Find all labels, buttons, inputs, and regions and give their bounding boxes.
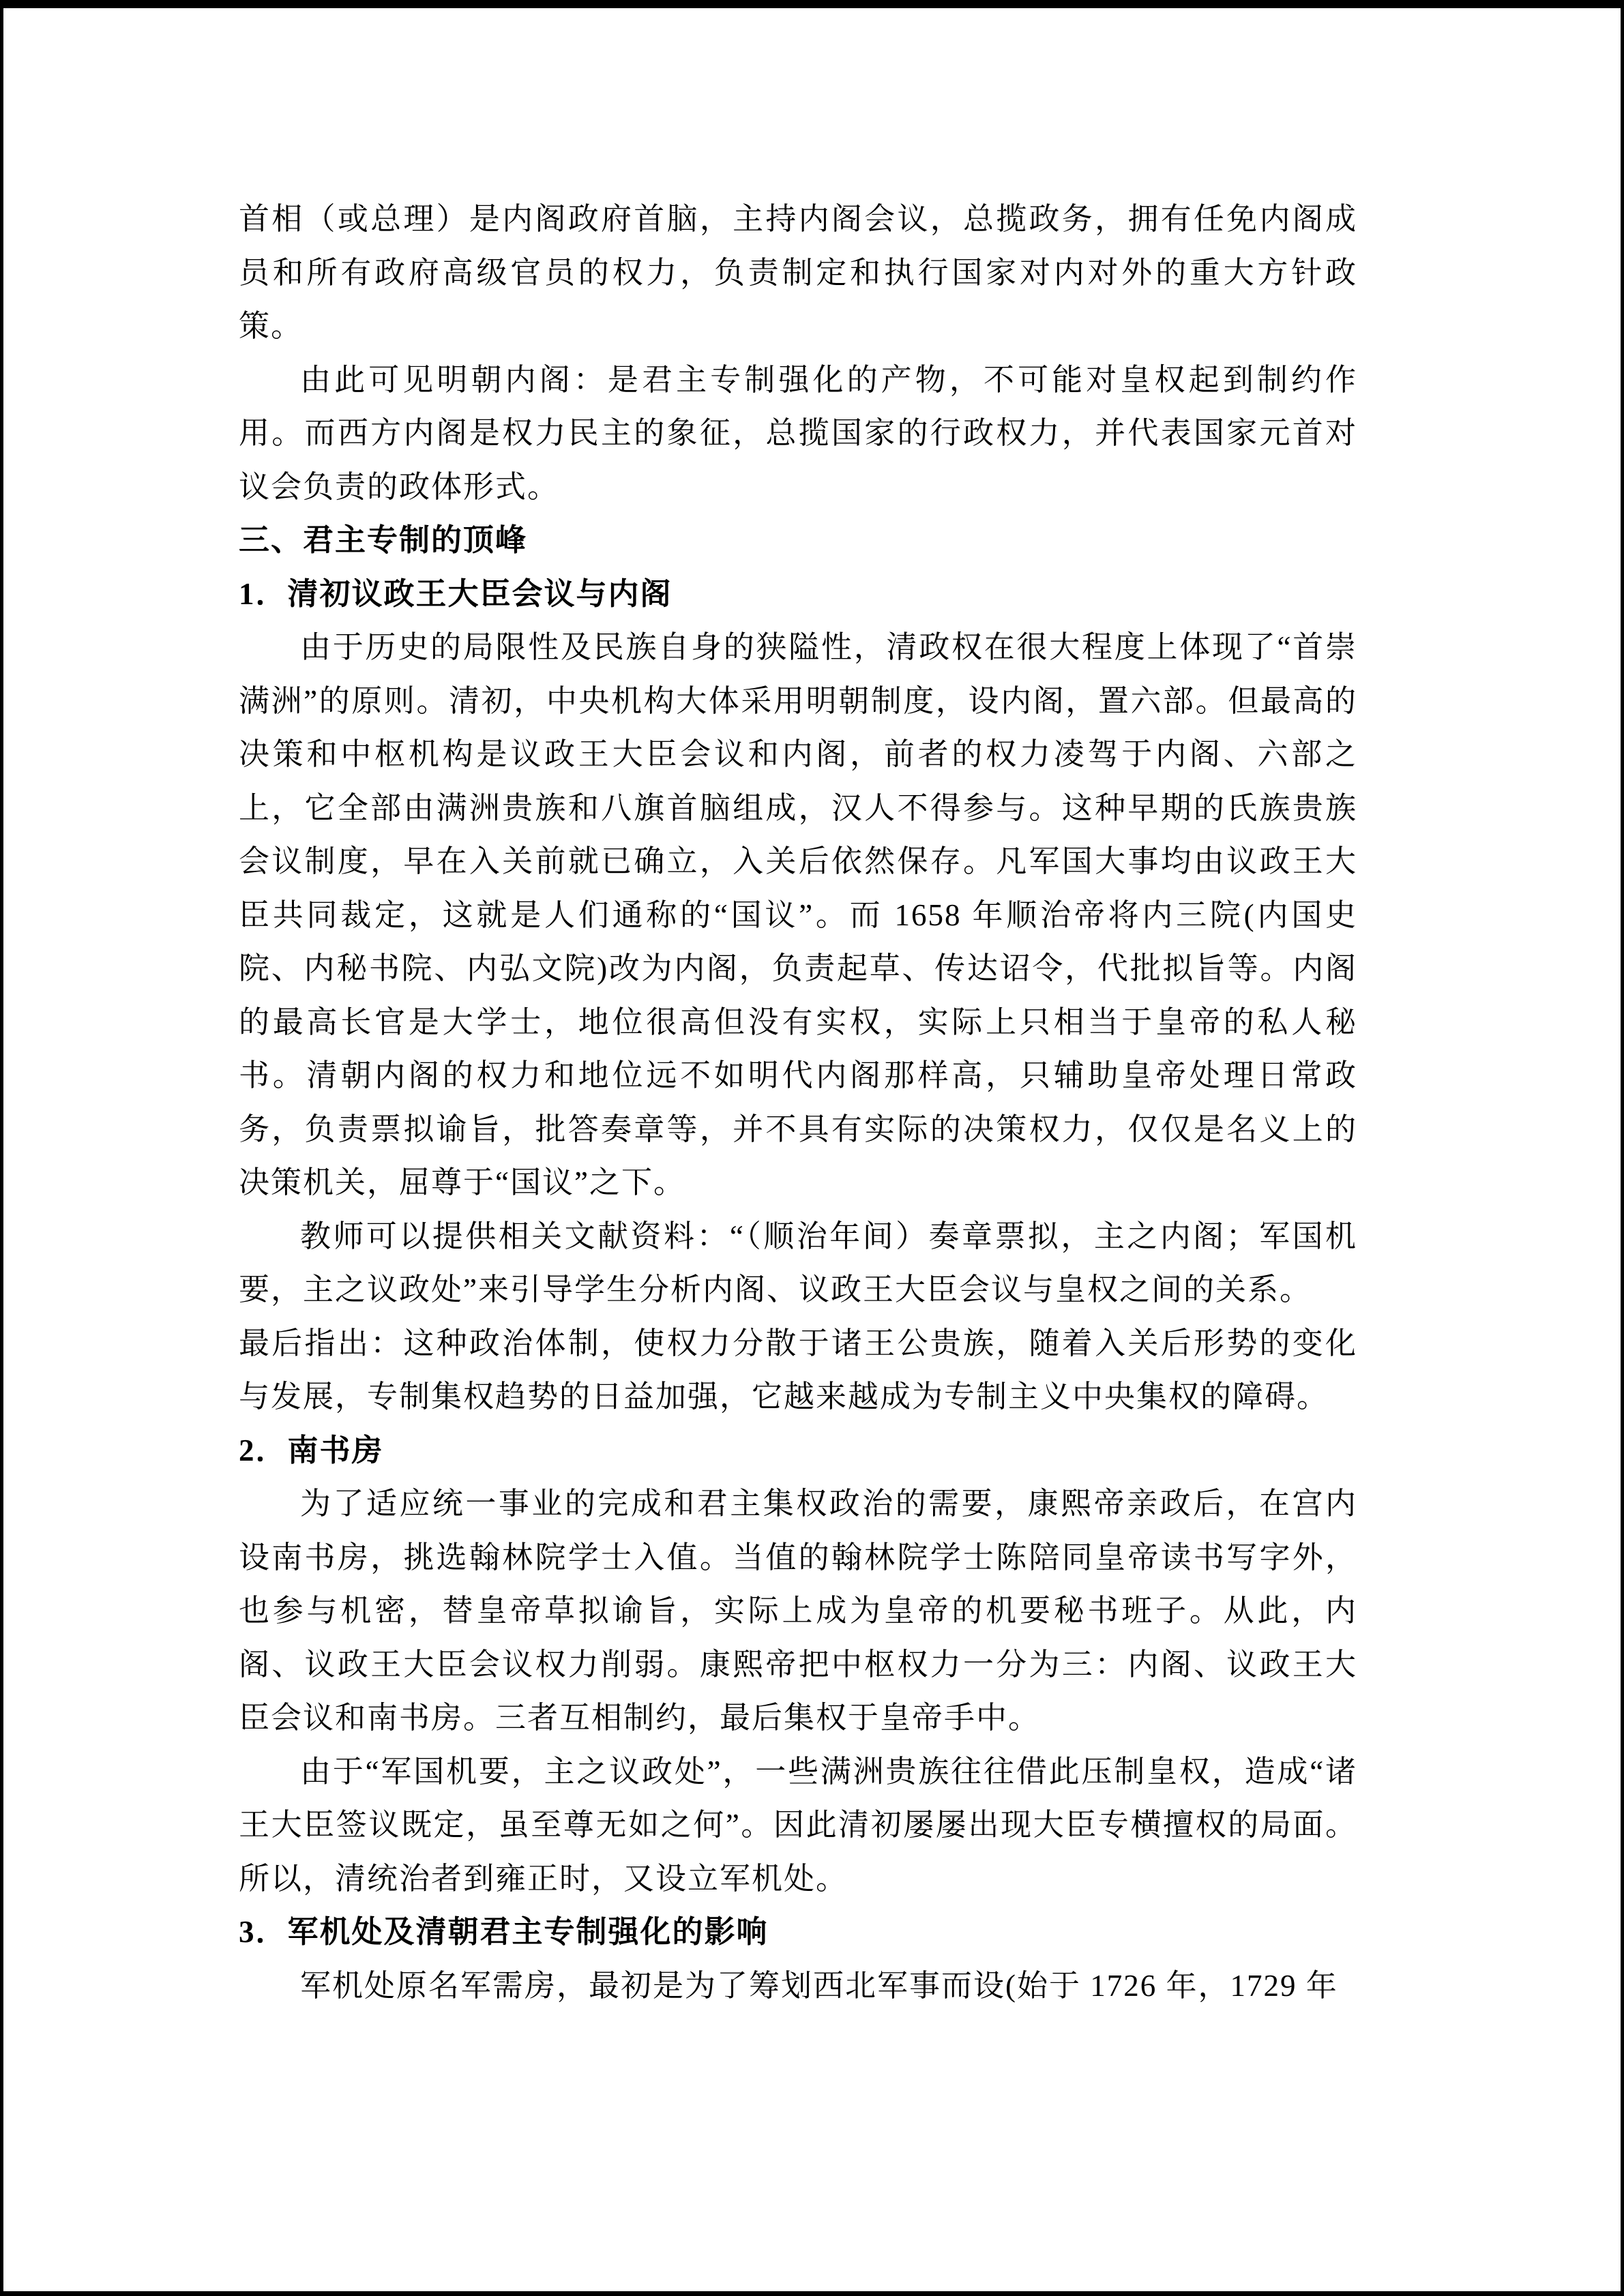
paragraph-military-affairs-council-power: 由于“军国机要，主之议政处”，一些满洲贵族往往借此压制皇权，造成“诸王大臣签议既定，虽至尊无如之何”。因此清初屡屡出现大臣专横擅权的局面。所以，清统治者到雍正时，又设立军机处。 [239,1754,1357,1896]
paragraph-south-study-kangxi: 为了适应统一事业的完成和君主集权政治的需要，康熙帝亲政后，在宫内设南书房，挑选翰林院学士入值。当值的翰林院学士陈陪同皇帝读书写字外，也参与机密，替皇帝草拟谕旨，实际上成为皇帝的机要秘书班子。从此，内阁、议政王大臣会议权力削弱。康熙帝把中枢权力一分为三：内阁、议政王大臣会议和南书房。三者互相制约，最后集权于皇帝手中。 [239,1487,1357,1735]
paragraph-early-qing-council-and-cabinet: 由于历史的局限性及民族自身的狭隘性，清政权在很大程度上体现了“首崇满洲”的原则。清初，中央机构大体采用明朝制度，设内阁，置六部。但最高的决策和中枢机构是议政王大臣会议和内阁，前者的权力凌驾于内阁、六部之上，它全部由满洲贵族和八旗首脑组成，汉人不得参与。这种早期的氏族贵族会议制度，早在入关前就已确立，入关后依然保存。凡军国大事均由议政王大臣共同裁定，这就是人们通称的“国议”。而 1658 年顺治帝将内三院(内国史院、内秘书院、内弘文院)改为内阁，负责起草、传达诏令，代批拟旨等。内阁的最高长官是大学士，地位很高但没有实权，实际上只相当于皇帝的私人秘书。清朝内阁的权力和地位远不如明代内阁那样高，只辅助皇帝处理日常政务，负责票拟谕旨，批答奏章等，并不具有实际的决策权力，仅仅是名义上的决策机关，屈尊于“国议”之下。 [239,630,1357,1199]
heading-topic-3-grand-council-influence: 3．军机处及清朝君主专制强化的影响 [239,1915,769,1949]
paragraph-teacher-reference-material: 教师可以提供相关文献资料：“（顺治年间）奏章票拟，主之内阁；军国机要，主之议政处”来引导学生分析内阁、议政王大臣会议与皇权之间的关系。 [239,1219,1357,1307]
heading-topic-2-south-study: 2．南书房 [239,1433,384,1467]
document-page [3,8,1621,2291]
paragraph-final-point: 最后指出：这种政治体制，使权力分散于诸王公贵族，随着入关后形势的变化与发展，专制集权趋势的日益加强，它越来越成为专制主义中央集权的障碍。 [239,1326,1357,1414]
document-content [3,8,1621,2012]
paragraph-grand-council-origin: 军机处原名军需房，最初是为了筹划西北军事而设(始于 1726 年，1729 年 [300,1968,1338,2003]
paragraph-ming-cabinet-conclusion: 由此可见明朝内阁：是君主专制强化的产物，不可能对皇权起到制约作用。而西方内阁是权力民主的象征，总揽国家的行政权力，并代表国家元首对议会负责的政体形式。 [239,362,1357,504]
heading-section-three-autocracy-peak: 三、君主专制的顶峰 [239,523,528,557]
heading-topic-1-deliberative-council: 1．清初议政王大臣会议与内阁 [239,576,673,611]
paragraph-pm-cabinet-role: 首相（或总理）是内阁政府首脑，主持内阁会议，总揽政务，拥有任免内阁成员和所有政府高级官员的权力，负责制定和执行国家对内对外的重大方针政策。 [239,202,1357,343]
